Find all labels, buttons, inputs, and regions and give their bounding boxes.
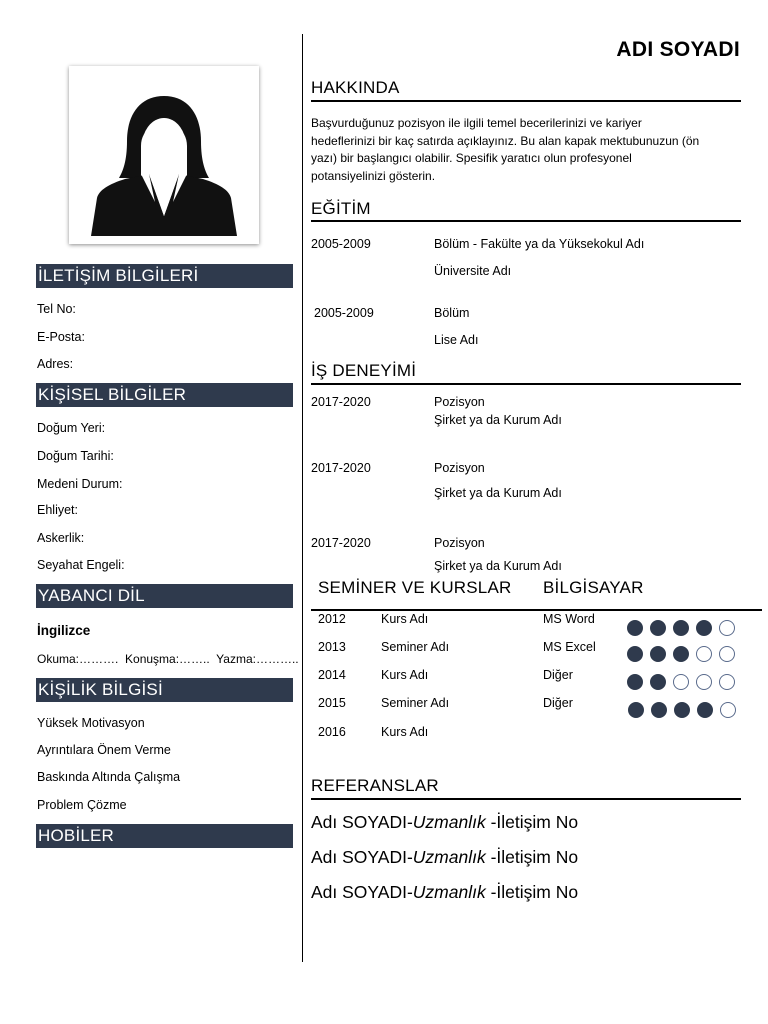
person-silhouette-icon (69, 66, 259, 244)
phone-label: Tel No: (37, 302, 76, 316)
rating-dot-empty-icon (719, 646, 735, 662)
experience-company: Şirket ya da Kurum Adı (434, 559, 562, 573)
reference-specialty: Uzmanlık (412, 847, 486, 867)
course-year: 2014 (318, 668, 346, 682)
reference-item (311, 812, 578, 833)
profile-photo (69, 66, 259, 244)
address-label: Adres: (37, 357, 74, 371)
language-name: İngilizce (37, 623, 91, 638)
course-name: Kurs Adı (381, 725, 429, 739)
rating-dot-filled-icon (628, 702, 644, 718)
education-school: Üniversite Adı (434, 264, 512, 278)
experience-years: 2017-2020 (311, 461, 371, 475)
trait-item: Yüksek Motivasyon (37, 716, 145, 730)
traits-section-header: KİŞİLİK BİLGİSİ (36, 678, 293, 702)
military-label: Askerlik: (37, 531, 85, 545)
language-levels: Okuma:………. Konuşma:…….. Yazma:……….. (37, 652, 299, 666)
skill-rating (628, 702, 743, 720)
rating-dot-empty-icon (696, 646, 712, 662)
education-department: Bölüm - Fakülte ya da Yüksekokul Adı (434, 237, 645, 251)
reference-item (311, 847, 578, 868)
rating-dot-empty-icon (673, 674, 689, 690)
experience-section-rule (311, 383, 741, 385)
birthdate-label: Doğum Tarihi: (37, 449, 114, 463)
experience-section-title: İŞ DENEYİMİ (311, 361, 417, 380)
references-section-rule (311, 798, 741, 800)
computer-skill-name: MS Excel (543, 640, 596, 654)
course-name: Seminer Adı (381, 640, 450, 654)
rating-dot-filled-icon (696, 620, 712, 636)
reference-contact: -İletişim No (485, 847, 579, 867)
about-line: yazı) bir başlangıcı olabilir. Spesifik yaratıcı olun profesyonel (311, 151, 632, 165)
about-line: potansiyelinizi gösterin. (311, 169, 436, 183)
experience-company: Şirket ya da Kurum Adı (434, 413, 562, 427)
rating-dot-filled-icon (627, 674, 643, 690)
reference-specialty: Uzmanlık (412, 812, 486, 832)
reference-contact: -İletişim No (485, 882, 579, 902)
travel-label: Seyahat Engeli: (37, 558, 125, 572)
rating-dot-filled-icon (650, 674, 666, 690)
experience-years: 2017-2020 (311, 395, 371, 409)
course-name: Kurs Adı (381, 612, 429, 626)
education-section-rule (311, 220, 741, 222)
experience-position: Pozisyon (434, 461, 485, 475)
experience-position: Pozisyon (434, 536, 485, 550)
skill-rating (627, 620, 742, 638)
rating-dot-empty-icon (719, 620, 735, 636)
education-section-title: EĞİTİM (311, 199, 371, 218)
rating-dot-filled-icon (674, 702, 690, 718)
about-section-rule (311, 100, 741, 102)
rating-dot-filled-icon (673, 620, 689, 636)
rating-dot-filled-icon (697, 702, 713, 718)
computer-skill-name: Diğer (543, 696, 573, 710)
birthplace-label: Doğum Yeri: (37, 421, 106, 435)
rating-dot-filled-icon (651, 702, 667, 718)
courses-section-rule (311, 609, 762, 611)
skill-rating (627, 674, 742, 692)
reference-contact: -İletişim No (485, 812, 579, 832)
course-year: 2013 (318, 640, 346, 654)
education-department: Bölüm (434, 306, 470, 320)
reference-name: Adı SOYADI- (311, 847, 413, 867)
reference-name: Adı SOYADI- (311, 812, 413, 832)
reference-name: Adı SOYADI- (311, 882, 413, 902)
hobbies-section-header: HOBİLER (36, 824, 293, 848)
course-year: 2016 (318, 725, 346, 739)
about-section-title: HAKKINDA (311, 78, 400, 97)
personal-section-header: KİŞİSEL BİLGİLER (36, 383, 293, 407)
education-school: Lise Adı (434, 333, 479, 347)
rating-dot-empty-icon (720, 702, 736, 718)
rating-dot-filled-icon (627, 646, 643, 662)
page-title: ADI SOYADI (616, 38, 740, 61)
contact-section-header: İLETİŞİM BİLGİLERİ (36, 264, 293, 288)
rating-dot-filled-icon (650, 646, 666, 662)
license-label: Ehliyet: (37, 503, 78, 517)
education-years: 2005-2009 (311, 237, 371, 251)
computer-skill-name: Diğer (543, 668, 573, 682)
reference-specialty: Uzmanlık (412, 882, 486, 902)
computer-skill-name: MS Word (543, 612, 595, 626)
course-name: Seminer Adı (381, 696, 450, 710)
column-divider (302, 34, 303, 962)
email-label: E-Posta: (37, 330, 85, 344)
rating-dot-empty-icon (696, 674, 712, 690)
reference-item (311, 882, 578, 903)
course-year: 2015 (318, 696, 346, 710)
references-section-title: REFERANSLAR (311, 776, 439, 795)
skill-rating (627, 646, 742, 664)
trait-item: Problem Çözme (37, 798, 127, 812)
experience-position: Pozisyon (434, 395, 485, 409)
rating-dot-empty-icon (719, 674, 735, 690)
marital-status-label: Medeni Durum: (37, 477, 123, 491)
experience-years: 2017-2020 (311, 536, 371, 550)
about-line: hedeflerinizi bir kaç satırda açıklayınız. Bu alan kapak mektubunuzun (ön (311, 134, 700, 148)
courses-section-title: SEMİNER VE KURSLAR (318, 578, 512, 597)
trait-item: Ayrıntılara Önem Verme (37, 743, 171, 757)
language-section-header: YABANCI DİL (36, 584, 293, 608)
experience-company: Şirket ya da Kurum Adı (434, 486, 562, 500)
trait-item: Baskında Altında Çalışma (37, 770, 181, 784)
rating-dot-filled-icon (673, 646, 689, 662)
education-years: 2005-2009 (314, 306, 374, 320)
rating-dot-filled-icon (627, 620, 643, 636)
course-name: Kurs Adı (381, 668, 429, 682)
course-year: 2012 (318, 612, 346, 626)
about-line: Başvurduğunuz pozisyon ile ilgili temel becerilerinizi ve kariyer (311, 116, 642, 130)
rating-dot-filled-icon (650, 620, 666, 636)
computer-section-title: BİLGİSAYAR (543, 578, 644, 597)
